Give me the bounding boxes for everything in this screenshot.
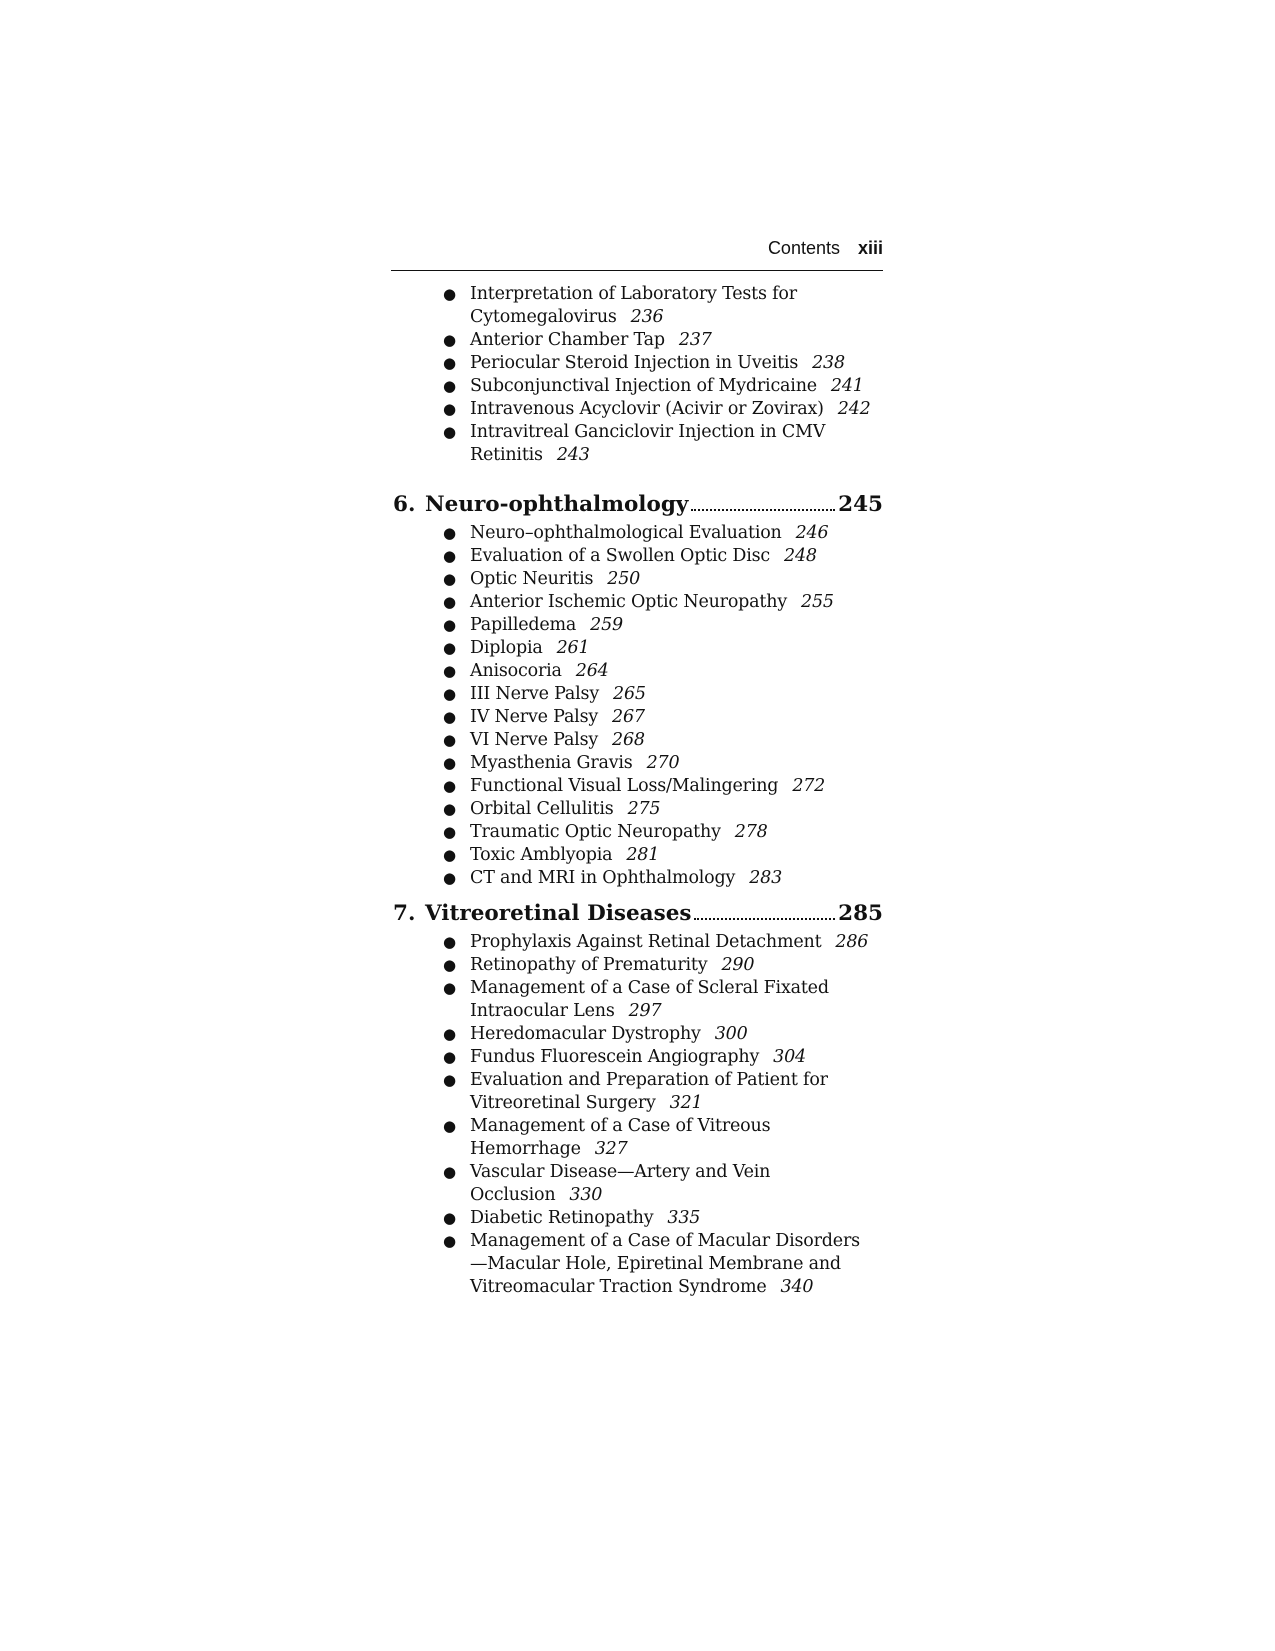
chapter-title: Neuro-ophthalmology <box>425 492 689 517</box>
toc-entry[interactable] <box>393 660 883 683</box>
toc-entry[interactable] <box>393 752 883 775</box>
toc-entry[interactable] <box>393 1023 883 1046</box>
toc-entry[interactable] <box>393 1207 883 1230</box>
bullet-icon: ● <box>443 754 456 772</box>
toc-entry[interactable] <box>393 591 883 614</box>
toc-entry[interactable] <box>393 867 883 890</box>
entry-page: 265 <box>613 684 646 704</box>
bullet-icon: ● <box>443 423 456 441</box>
continued-entry-list <box>393 283 883 467</box>
running-head-title: Contents <box>767 238 840 258</box>
entry-title: Management of a Case of Vitreous Hemorrhage <box>470 1116 771 1159</box>
entry-page: 283 <box>749 868 783 888</box>
bullet-icon: ● <box>443 354 456 372</box>
entry-page: 290 <box>721 955 755 975</box>
entry-page: 281 <box>626 845 660 865</box>
entry-page: 304 <box>773 1047 806 1067</box>
entry-page: 268 <box>612 730 645 750</box>
bullet-icon: ● <box>443 1232 456 1250</box>
entry-page: 270 <box>646 753 680 773</box>
bullet-icon: ● <box>443 777 456 795</box>
entry-page: 275 <box>627 799 661 819</box>
running-head <box>391 238 883 271</box>
entry-page: 241 <box>830 376 864 396</box>
bullet-icon: ● <box>443 1117 456 1135</box>
entry-title: Fundus Fluorescein Angiography <box>470 1047 760 1067</box>
entry-page: 272 <box>792 776 826 796</box>
toc-entry[interactable] <box>393 1230 883 1299</box>
toc-entry[interactable] <box>393 977 883 1023</box>
toc-entry[interactable] <box>393 398 883 421</box>
entry-page: 238 <box>812 353 845 373</box>
entry-title: Vascular Disease—Artery and Vein Occlusion <box>470 1162 771 1205</box>
toc-entry[interactable] <box>393 1069 883 1115</box>
running-head-page-number: xiii <box>857 238 883 258</box>
toc-entry[interactable] <box>393 798 883 821</box>
bullet-icon: ● <box>443 639 456 657</box>
toc-entry[interactable] <box>393 568 883 591</box>
entry-title: Diabetic Retinopathy <box>470 1208 654 1228</box>
toc-entry[interactable] <box>393 844 883 867</box>
bullet-icon: ● <box>443 869 456 887</box>
toc-entry[interactable] <box>393 329 883 352</box>
entry-title: Heredomacular Dystrophy <box>470 1024 701 1044</box>
entry-title: Myasthenia Gravis <box>470 753 633 773</box>
entry-page: 255 <box>801 592 834 612</box>
toc-entry[interactable] <box>393 821 883 844</box>
entry-title: Interpretation of Laboratory Tests for Cytomegalovirus <box>470 284 797 327</box>
toc-entry[interactable] <box>393 729 883 752</box>
toc-entry[interactable] <box>393 683 883 706</box>
bullet-icon: ● <box>443 800 456 818</box>
bullet-icon: ● <box>443 708 456 726</box>
entry-title: Subconjunctival Injection of Mydricaine <box>470 376 817 396</box>
chapter-entry-list <box>393 522 883 890</box>
toc-entry[interactable] <box>393 375 883 398</box>
bullet-icon: ● <box>443 1025 456 1043</box>
bullet-icon: ● <box>443 570 456 588</box>
bullet-icon: ● <box>443 1163 456 1181</box>
entry-page: 267 <box>612 707 645 727</box>
entry-page: 242 <box>837 399 871 419</box>
chapter-title: Vitreoretinal Diseases <box>425 901 692 926</box>
bullet-icon: ● <box>443 823 456 841</box>
toc-entry[interactable] <box>393 1046 883 1069</box>
bullet-icon: ● <box>443 1071 456 1089</box>
entry-page: 335 <box>667 1208 701 1228</box>
bullet-icon: ● <box>443 979 456 997</box>
entry-title: Management of a Case of Scleral Fixated Intraocular Lens <box>470 978 829 1021</box>
entry-title: III Nerve Palsy <box>470 684 600 704</box>
bullet-icon: ● <box>443 616 456 634</box>
entry-title: Functional Visual Loss/Malingering <box>470 776 779 796</box>
entry-title: Optic Neuritis <box>470 569 594 589</box>
chapter-7-section <box>393 901 883 1299</box>
bullet-icon: ● <box>443 1048 456 1066</box>
bullet-icon: ● <box>443 933 456 951</box>
bullet-icon: ● <box>443 524 456 542</box>
entry-title: Evaluation and Preparation of Patient for Vitreoretinal Surgery <box>470 1070 828 1113</box>
bullet-icon: ● <box>443 377 456 395</box>
toc-entry[interactable] <box>393 352 883 375</box>
entry-page: 236 <box>630 307 664 327</box>
entry-title: Anisocoria <box>470 661 562 681</box>
entry-page: 237 <box>678 330 712 350</box>
entry-page: 250 <box>607 569 641 589</box>
entry-title: Diplopia <box>470 638 543 658</box>
toc-entry[interactable] <box>393 1115 883 1161</box>
entry-title: Neuro–ophthalmological Evaluation <box>470 523 782 543</box>
entry-page: 246 <box>795 523 829 543</box>
entry-page: 261 <box>556 638 590 658</box>
chapter-heading[interactable] <box>393 492 883 522</box>
entry-title: Evaluation of a Swollen Optic Disc <box>470 546 771 566</box>
toc-entry[interactable] <box>393 522 883 545</box>
bullet-icon: ● <box>443 662 456 680</box>
entry-page: 278 <box>734 822 768 842</box>
entry-title: Orbital Cellulitis <box>470 799 614 819</box>
dot-leader <box>691 509 835 511</box>
entry-title: Prophylaxis Against Retinal Detachment <box>470 932 822 952</box>
dot-leader <box>694 918 835 920</box>
toc-entry[interactable] <box>393 545 883 568</box>
toc-entry[interactable] <box>393 931 883 954</box>
chapter-number: 7. <box>393 901 416 926</box>
entry-page: 330 <box>569 1185 603 1205</box>
toc-entry[interactable] <box>393 421 883 467</box>
entry-page: 243 <box>556 445 590 465</box>
entry-title: VI Nerve Palsy <box>470 730 599 750</box>
entry-title: Anterior Ischemic Optic Neuropathy <box>470 592 788 612</box>
entry-page: 340 <box>780 1277 814 1297</box>
toc-entry[interactable] <box>393 283 883 329</box>
bullet-icon: ● <box>443 547 456 565</box>
toc-entry[interactable] <box>393 954 883 977</box>
entry-title: Anterior Chamber Tap <box>470 330 665 350</box>
bullet-icon: ● <box>443 400 456 418</box>
bullet-icon: ● <box>443 846 456 864</box>
entry-title: Intravenous Acyclovir (Acivir or Zovirax) <box>470 399 824 419</box>
entry-page: 248 <box>784 546 817 566</box>
bullet-icon: ● <box>443 593 456 611</box>
chapter-entry-list <box>393 931 883 1299</box>
toc-entry[interactable] <box>393 706 883 729</box>
entry-page: 300 <box>714 1024 748 1044</box>
toc-entry[interactable] <box>393 637 883 660</box>
continued-section <box>393 283 883 467</box>
chapter-6-section <box>393 492 883 890</box>
entry-title: IV Nerve Palsy <box>470 707 599 727</box>
bullet-icon: ● <box>443 685 456 703</box>
entry-title: Intravitreal Ganciclovir Injection in CMV Retinitis <box>470 422 826 465</box>
bullet-icon: ● <box>443 331 456 349</box>
entry-page: 286 <box>835 932 869 952</box>
chapter-heading[interactable] <box>393 901 883 931</box>
entry-title: Management of a Case of Macular Disorders—Macular Hole, Epiretinal Membrane and Vitreomacular Traction Syndrome <box>470 1231 860 1297</box>
entry-title: Periocular Steroid Injection in Uveitis <box>470 353 799 373</box>
toc-entry[interactable] <box>393 1161 883 1207</box>
chapter-page: 245 <box>838 492 883 517</box>
entry-title: CT and MRI in Ophthalmology <box>470 868 736 888</box>
bullet-icon: ● <box>443 731 456 749</box>
chapter-number: 6. <box>393 492 416 517</box>
entry-page: 321 <box>669 1093 703 1113</box>
entry-page: 259 <box>590 615 623 635</box>
toc-entry[interactable] <box>393 775 883 798</box>
bullet-icon: ● <box>443 285 456 303</box>
entry-title: Toxic Amblyopia <box>470 845 613 865</box>
entry-page: 327 <box>594 1139 628 1159</box>
bullet-icon: ● <box>443 956 456 974</box>
entry-title: Retinopathy of Prematurity <box>470 955 708 975</box>
entry-page: 297 <box>628 1001 662 1021</box>
entry-title: Papilledema <box>470 615 577 635</box>
entry-title: Traumatic Optic Neuropathy <box>470 822 721 842</box>
entry-page: 264 <box>575 661 609 681</box>
toc-entry[interactable] <box>393 614 883 637</box>
chapter-page: 285 <box>838 901 883 926</box>
bullet-icon: ● <box>443 1209 456 1227</box>
